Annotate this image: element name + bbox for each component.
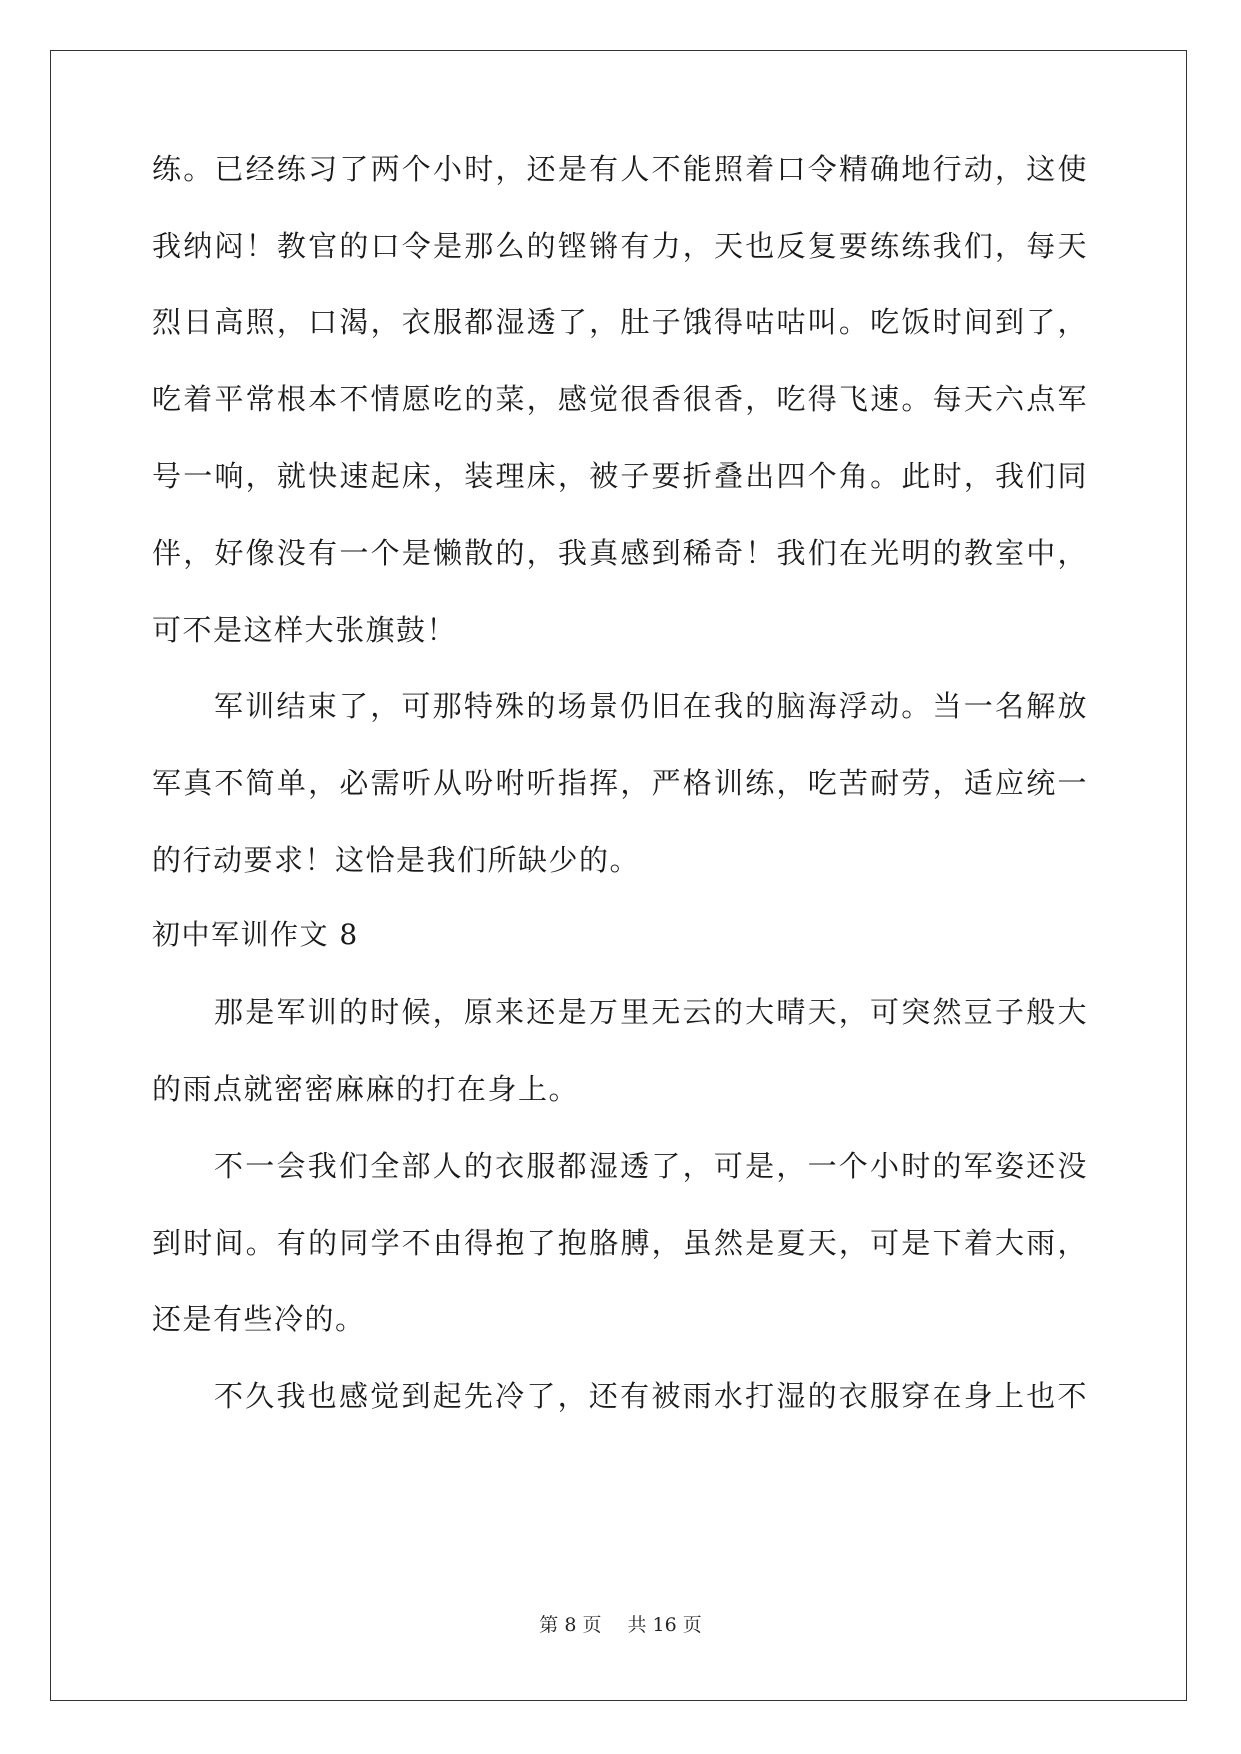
- section-heading: 初中军训作文 8: [152, 918, 359, 951]
- paragraph-first-line: 那是军训的时候，原来还是万里无云的大晴天，可突然豆子般大: [214, 995, 1088, 1029]
- body-line: 号一响，就快速起床，装理床，被子要折叠出四个角。此时，我们同: [152, 459, 1088, 493]
- body-line: 练。已经练习了两个小时，还是有人不能照着口令精确地行动，这使: [152, 152, 1088, 186]
- body-line: 到时间。有的同学不由得抱了抱胳膊，虽然是夏天，可是下着大雨，: [152, 1226, 1088, 1260]
- paragraph-first-line: 军训结束了，可那特殊的场景仍旧在我的脑海浮动。当一名解放: [214, 689, 1088, 723]
- body-line: 的雨点就密密麻麻的打在身上。: [152, 1072, 580, 1106]
- body-line: 的行动要求！这恰是我们所缺少的。: [152, 843, 641, 877]
- body-line: 伴，好像没有一个是懒散的，我真感到稀奇！我们在光明的教室中，: [152, 536, 1088, 570]
- body-line: 吃着平常根本不情愿吃的菜，感觉很香很香，吃得飞速。每天六点军: [152, 382, 1088, 416]
- body-line: 烈日高照，口渴，衣服都湿透了，肚子饿得咕咕叫。吃饭时间到了，: [152, 305, 1088, 339]
- paragraph-first-line: 不一会我们全部人的衣服都湿透了，可是，一个小时的军姿还没: [214, 1149, 1088, 1183]
- paragraph-first-line: 不久我也感觉到起先冷了，还有被雨水打湿的衣服穿在身上也不: [214, 1379, 1088, 1413]
- page-total: 共 16 页: [627, 1614, 702, 1636]
- body-line: 可不是这样大张旗鼓！: [152, 613, 458, 647]
- page-number: 第 8 页: [539, 1614, 602, 1636]
- body-line: 我纳闷！教官的口令是那么的铿锵有力，天也反复要练练我们，每天: [152, 229, 1088, 263]
- body-line: 军真不简单，必需听从吩咐听指挥，严格训练，吃苦耐劳，适应统一: [152, 766, 1088, 800]
- page-footer: [0, 1612, 1241, 1638]
- body-line: 还是有些冷的。: [152, 1302, 366, 1336]
